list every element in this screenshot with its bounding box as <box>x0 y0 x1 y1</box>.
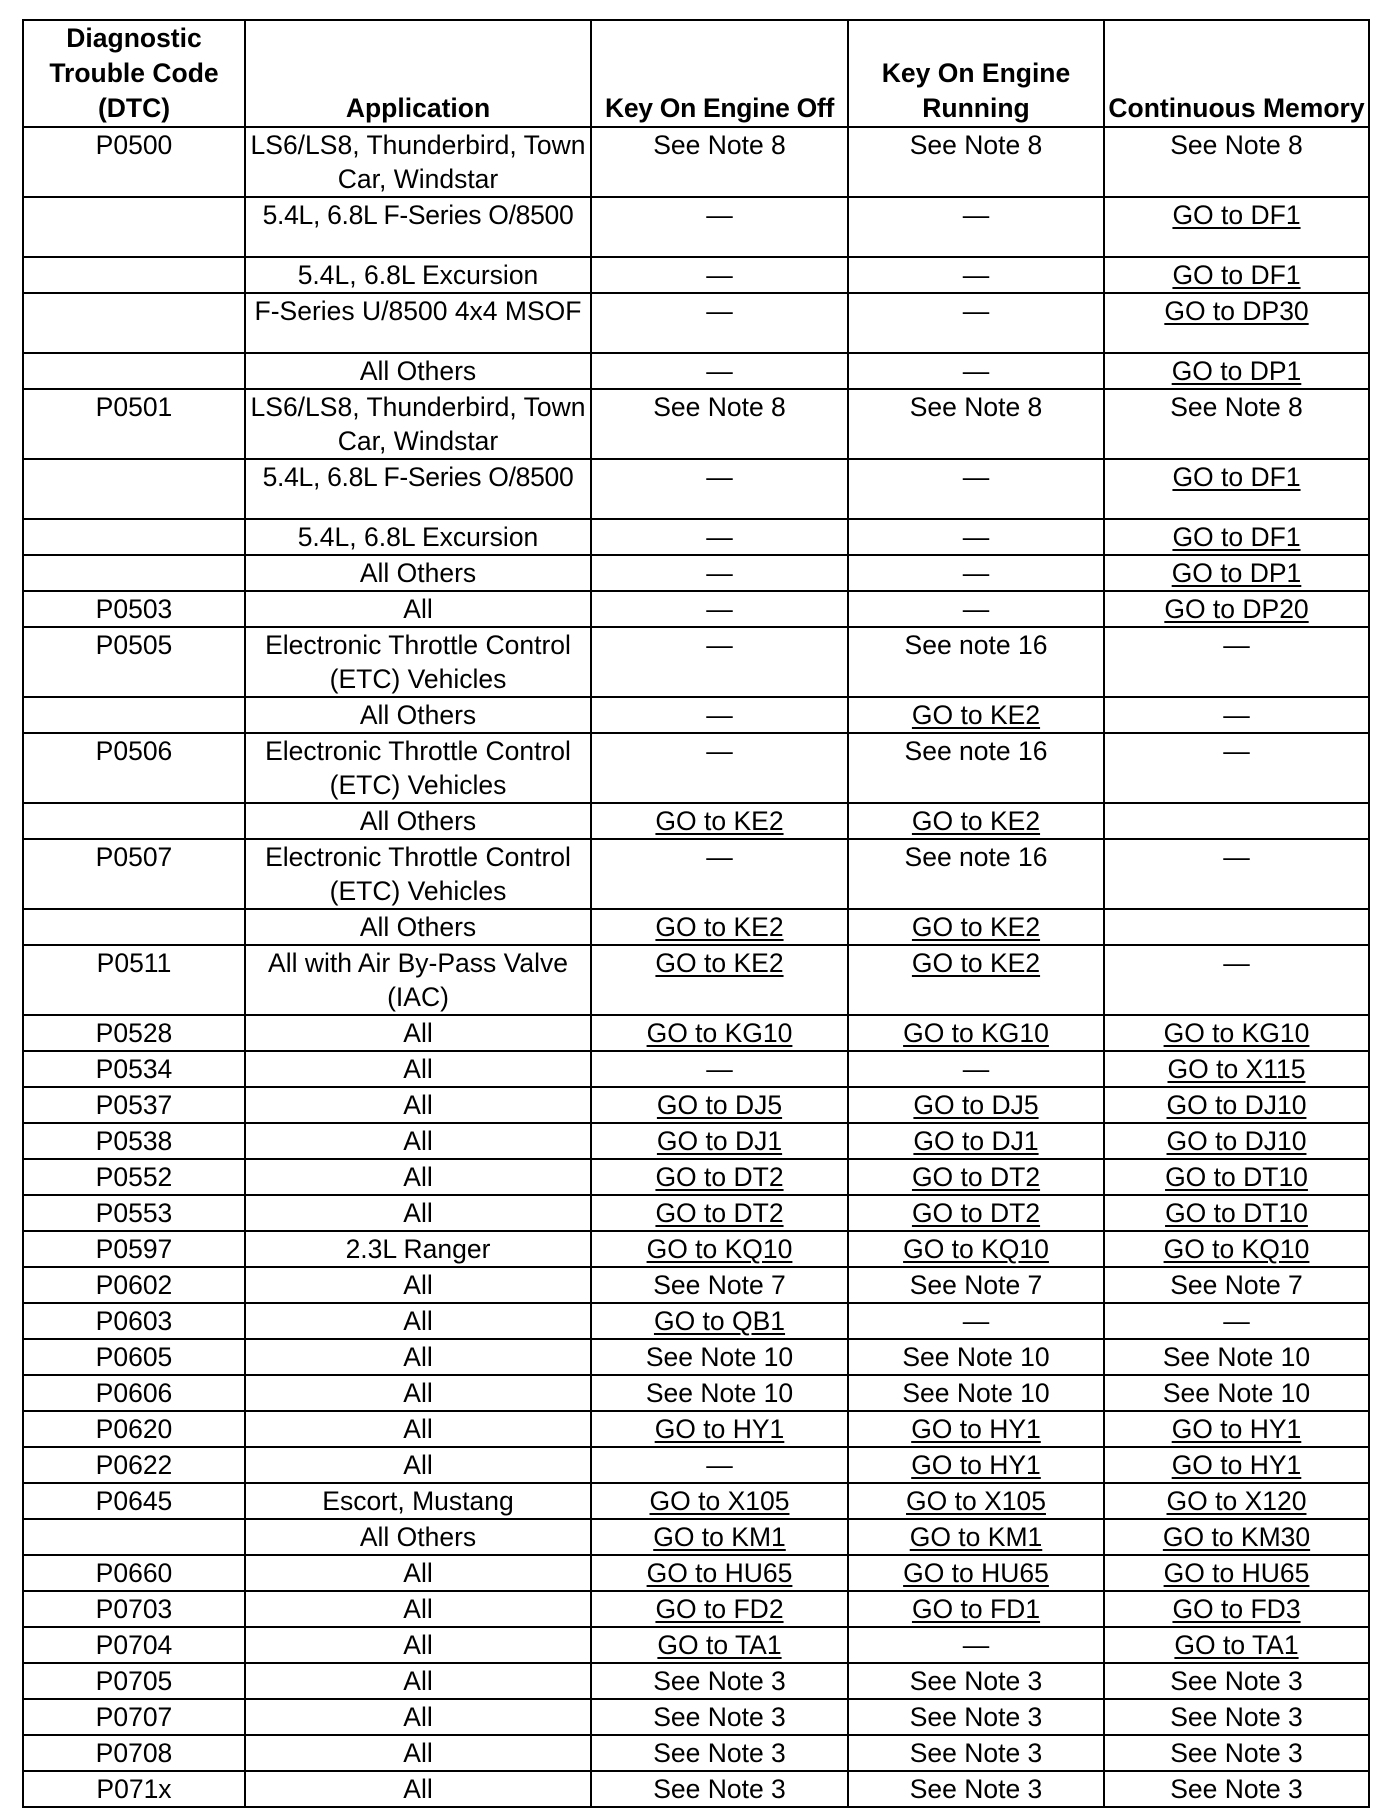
cell-key-on-engine-running[interactable]: GO to DJ1 <box>848 1123 1104 1159</box>
cell-key-on-engine-off[interactable]: GO to TA1 <box>591 1627 848 1663</box>
cell-application: Escort, Mustang <box>245 1483 591 1519</box>
cell-continuous-memory[interactable]: GO to FD3 <box>1104 1591 1369 1627</box>
table-row <box>23 257 1369 293</box>
cell-key-on-engine-off[interactable]: GO to DJ1 <box>591 1123 848 1159</box>
cell-key-on-engine-running: — <box>848 257 1104 293</box>
cell-application: All <box>245 1663 591 1699</box>
table-row <box>23 945 1369 1015</box>
cell-key-on-engine-running[interactable]: GO to KE2 <box>848 945 1104 1015</box>
table-row <box>23 591 1369 627</box>
cell-continuous-memory[interactable]: GO to DP1 <box>1104 555 1369 591</box>
cell-continuous-memory[interactable]: GO to DF1 <box>1104 519 1369 555</box>
cell-application: All <box>245 1267 591 1303</box>
cell-application: All <box>245 1195 591 1231</box>
cell-dtc: P0537 <box>23 1087 245 1123</box>
cell-dtc: P0602 <box>23 1267 245 1303</box>
cell-application: All <box>245 1159 591 1195</box>
cell-dtc: P0528 <box>23 1015 245 1051</box>
cell-key-on-engine-off[interactable]: GO to QB1 <box>591 1303 848 1339</box>
cell-key-on-engine-off: See Note 8 <box>591 389 848 459</box>
cell-key-on-engine-off[interactable]: GO to DJ5 <box>591 1087 848 1123</box>
cell-key-on-engine-running: See note 16 <box>848 627 1104 697</box>
cell-dtc: P0503 <box>23 591 245 627</box>
header-continuous-memory: Continuous Memory <box>1104 20 1369 127</box>
table-row <box>23 1267 1369 1303</box>
cell-application: All <box>245 1123 591 1159</box>
cell-key-on-engine-running[interactable]: GO to KM1 <box>848 1519 1104 1555</box>
table-row <box>23 909 1369 945</box>
cell-application: All Others <box>245 1519 591 1555</box>
cell-continuous-memory[interactable]: GO to DF1 <box>1104 257 1369 293</box>
table-row <box>23 1627 1369 1663</box>
cell-continuous-memory: — <box>1104 945 1369 1015</box>
table-row <box>23 1231 1369 1267</box>
cell-dtc: P0708 <box>23 1735 245 1771</box>
cell-application: All <box>245 1015 591 1051</box>
cell-continuous-memory[interactable]: GO to DT10 <box>1104 1159 1369 1195</box>
cell-continuous-memory[interactable]: GO to DT10 <box>1104 1195 1369 1231</box>
cell-key-on-engine-running[interactable]: GO to HY1 <box>848 1447 1104 1483</box>
cell-dtc <box>23 459 245 519</box>
cell-application: All <box>245 1375 591 1411</box>
table-row <box>23 1663 1369 1699</box>
table-row <box>23 127 1369 197</box>
cell-application: All <box>245 1699 591 1735</box>
cell-dtc: P0507 <box>23 839 245 909</box>
cell-application: All <box>245 1555 591 1591</box>
header-key-on-engine-off: Key On Engine Off <box>591 20 848 127</box>
cell-continuous-memory[interactable]: GO to DP1 <box>1104 353 1369 389</box>
cell-dtc: P0511 <box>23 945 245 1015</box>
cell-key-on-engine-off: — <box>591 627 848 697</box>
cell-continuous-memory: — <box>1104 627 1369 697</box>
cell-key-on-engine-off[interactable]: GO to FD2 <box>591 1591 848 1627</box>
cell-application: All <box>245 1591 591 1627</box>
cell-application: All Others <box>245 697 591 733</box>
cell-continuous-memory: — <box>1104 839 1369 909</box>
table-row <box>23 1591 1369 1627</box>
cell-dtc: P0603 <box>23 1303 245 1339</box>
cell-key-on-engine-off: — <box>591 257 848 293</box>
cell-key-on-engine-running: — <box>848 519 1104 555</box>
cell-dtc: P0707 <box>23 1699 245 1735</box>
cell-key-on-engine-running: — <box>848 293 1104 353</box>
table-row <box>23 839 1369 909</box>
cell-continuous-memory[interactable]: GO to KG10 <box>1104 1015 1369 1051</box>
cell-continuous-memory[interactable]: GO to KM30 <box>1104 1519 1369 1555</box>
cell-key-on-engine-off[interactable]: GO to KG10 <box>591 1015 848 1051</box>
cell-key-on-engine-running: — <box>848 1303 1104 1339</box>
cell-key-on-engine-running[interactable]: GO to KE2 <box>848 697 1104 733</box>
cell-application: 2.3L Ranger <box>245 1231 591 1267</box>
cell-continuous-memory: See Note 3 <box>1104 1663 1369 1699</box>
cell-key-on-engine-off: — <box>591 697 848 733</box>
cell-application: F-Series U/8500 4x4 MSOF <box>245 293 591 353</box>
table-row <box>23 555 1369 591</box>
cell-key-on-engine-running: — <box>848 591 1104 627</box>
cell-application: 5.4L, 6.8L F-Series O/8500 <box>245 197 591 257</box>
cell-continuous-memory: See Note 3 <box>1104 1699 1369 1735</box>
header-row <box>23 20 1369 127</box>
cell-dtc <box>23 697 245 733</box>
cell-application: All <box>245 1411 591 1447</box>
table-row <box>23 1771 1369 1807</box>
table-row <box>23 1555 1369 1591</box>
cell-application: All <box>245 1051 591 1087</box>
table-row <box>23 1411 1369 1447</box>
table-row <box>23 1303 1369 1339</box>
table-row <box>23 1195 1369 1231</box>
table-row <box>23 1699 1369 1735</box>
cell-application: All with Air By-Pass Valve (IAC) <box>245 945 591 1015</box>
cell-continuous-memory: See Note 3 <box>1104 1735 1369 1771</box>
table-row <box>23 1123 1369 1159</box>
cell-key-on-engine-running: See Note 8 <box>848 389 1104 459</box>
cell-key-on-engine-running: See Note 3 <box>848 1699 1104 1735</box>
cell-dtc: P0605 <box>23 1339 245 1375</box>
cell-dtc: P0505 <box>23 627 245 697</box>
cell-dtc <box>23 353 245 389</box>
cell-key-on-engine-running[interactable]: GO to KE2 <box>848 803 1104 839</box>
cell-key-on-engine-running[interactable]: GO to DT2 <box>848 1195 1104 1231</box>
header-application: Application <box>245 20 591 127</box>
cell-key-on-engine-running[interactable]: GO to FD1 <box>848 1591 1104 1627</box>
cell-key-on-engine-off[interactable]: GO to DT2 <box>591 1195 848 1231</box>
cell-key-on-engine-off: — <box>591 1447 848 1483</box>
cell-key-on-engine-running: — <box>848 197 1104 257</box>
cell-key-on-engine-off[interactable]: GO to KM1 <box>591 1519 848 1555</box>
cell-dtc: P0538 <box>23 1123 245 1159</box>
cell-key-on-engine-running: — <box>848 353 1104 389</box>
header-dtc: Diagnostic Trouble Code (DTC) <box>23 20 245 127</box>
cell-application: Electronic Throttle Control (ETC) Vehicles <box>245 627 591 697</box>
table-row <box>23 1519 1369 1555</box>
cell-key-on-engine-running: — <box>848 1627 1104 1663</box>
cell-application: All Others <box>245 353 591 389</box>
cell-dtc: P0660 <box>23 1555 245 1591</box>
cell-key-on-engine-off: See Note 10 <box>591 1339 848 1375</box>
cell-application: All <box>245 1771 591 1807</box>
cell-dtc <box>23 257 245 293</box>
cell-key-on-engine-off: See Note 3 <box>591 1699 848 1735</box>
cell-dtc <box>23 803 245 839</box>
cell-application: All <box>245 1303 591 1339</box>
cell-continuous-memory <box>1104 803 1369 839</box>
cell-key-on-engine-running: See Note 3 <box>848 1735 1104 1771</box>
cell-dtc: P071x <box>23 1771 245 1807</box>
table-row <box>23 697 1369 733</box>
table-body <box>23 127 1369 1807</box>
cell-continuous-memory: See Note 8 <box>1104 127 1369 197</box>
cell-dtc: P0703 <box>23 1591 245 1627</box>
cell-key-on-engine-off[interactable]: GO to KE2 <box>591 945 848 1015</box>
table-row <box>23 293 1369 353</box>
cell-key-on-engine-off: — <box>591 733 848 803</box>
cell-key-on-engine-running: See Note 3 <box>848 1663 1104 1699</box>
table-row <box>23 459 1369 519</box>
cell-continuous-memory: — <box>1104 1303 1369 1339</box>
cell-key-on-engine-off: — <box>591 459 848 519</box>
cell-dtc <box>23 197 245 257</box>
cell-key-on-engine-off: — <box>591 591 848 627</box>
cell-key-on-engine-running: See Note 10 <box>848 1375 1104 1411</box>
cell-application: All Others <box>245 555 591 591</box>
cell-dtc <box>23 293 245 353</box>
cell-key-on-engine-off: — <box>591 555 848 591</box>
cell-key-on-engine-running: See Note 7 <box>848 1267 1104 1303</box>
cell-continuous-memory[interactable]: GO to DJ10 <box>1104 1123 1369 1159</box>
cell-key-on-engine-running: See note 16 <box>848 733 1104 803</box>
cell-dtc: P0606 <box>23 1375 245 1411</box>
cell-continuous-memory[interactable]: GO to HY1 <box>1104 1447 1369 1483</box>
cell-dtc: P0620 <box>23 1411 245 1447</box>
cell-continuous-memory[interactable]: GO to X115 <box>1104 1051 1369 1087</box>
cell-key-on-engine-off: — <box>591 353 848 389</box>
cell-application: All <box>245 591 591 627</box>
cell-key-on-engine-running[interactable]: GO to DT2 <box>848 1159 1104 1195</box>
cell-dtc <box>23 555 245 591</box>
cell-continuous-memory[interactable]: GO to HY1 <box>1104 1411 1369 1447</box>
cell-key-on-engine-off[interactable]: GO to KQ10 <box>591 1231 848 1267</box>
table-row <box>23 1087 1369 1123</box>
header-key-on-engine-running: Key On Engine Running <box>848 20 1104 127</box>
cell-continuous-memory[interactable]: GO to X120 <box>1104 1483 1369 1519</box>
table-row <box>23 519 1369 555</box>
table-row <box>23 1159 1369 1195</box>
cell-continuous-memory: See Note 3 <box>1104 1771 1369 1807</box>
cell-continuous-memory[interactable]: GO to DP30 <box>1104 293 1369 353</box>
table-header <box>23 20 1369 127</box>
cell-continuous-memory: See Note 10 <box>1104 1339 1369 1375</box>
cell-application: All <box>245 1447 591 1483</box>
cell-application: All Others <box>245 803 591 839</box>
cell-dtc <box>23 519 245 555</box>
cell-application: All <box>245 1627 591 1663</box>
cell-key-on-engine-off: See Note 10 <box>591 1375 848 1411</box>
cell-dtc <box>23 909 245 945</box>
dtc-table <box>22 19 1370 1808</box>
cell-key-on-engine-running: See note 16 <box>848 839 1104 909</box>
table-row <box>23 733 1369 803</box>
cell-dtc: P0597 <box>23 1231 245 1267</box>
cell-key-on-engine-off[interactable]: GO to KE2 <box>591 803 848 839</box>
table-row <box>23 627 1369 697</box>
cell-dtc: P0553 <box>23 1195 245 1231</box>
cell-application: 5.4L, 6.8L F-Series O/8500 <box>245 459 591 519</box>
table-row <box>23 1735 1369 1771</box>
cell-key-on-engine-off: See Note 3 <box>591 1735 848 1771</box>
cell-key-on-engine-off[interactable]: GO to DT2 <box>591 1159 848 1195</box>
cell-dtc: P0552 <box>23 1159 245 1195</box>
cell-key-on-engine-running[interactable]: GO to KE2 <box>848 909 1104 945</box>
cell-dtc: P0645 <box>23 1483 245 1519</box>
cell-application: All <box>245 1087 591 1123</box>
cell-key-on-engine-running[interactable]: GO to DJ5 <box>848 1087 1104 1123</box>
cell-key-on-engine-off: — <box>591 197 848 257</box>
cell-continuous-memory[interactable]: GO to DJ10 <box>1104 1087 1369 1123</box>
cell-continuous-memory: — <box>1104 733 1369 803</box>
cell-continuous-memory[interactable]: GO to TA1 <box>1104 1627 1369 1663</box>
cell-key-on-engine-running: — <box>848 555 1104 591</box>
cell-key-on-engine-running[interactable]: GO to HY1 <box>848 1411 1104 1447</box>
cell-dtc: P0704 <box>23 1627 245 1663</box>
cell-application: Electronic Throttle Control (ETC) Vehicles <box>245 839 591 909</box>
cell-key-on-engine-running: — <box>848 1051 1104 1087</box>
cell-dtc: P0506 <box>23 733 245 803</box>
cell-key-on-engine-running: See Note 8 <box>848 127 1104 197</box>
cell-continuous-memory <box>1104 909 1369 945</box>
cell-continuous-memory[interactable]: GO to HU65 <box>1104 1555 1369 1591</box>
cell-key-on-engine-running: — <box>848 459 1104 519</box>
cell-key-on-engine-off: See Note 7 <box>591 1267 848 1303</box>
cell-continuous-memory[interactable]: GO to DP20 <box>1104 591 1369 627</box>
cell-application: LS6/LS8, Thunderbird, Town Car, Windstar <box>245 389 591 459</box>
cell-key-on-engine-off[interactable]: GO to HU65 <box>591 1555 848 1591</box>
cell-application: Electronic Throttle Control (ETC) Vehicles <box>245 733 591 803</box>
cell-key-on-engine-off[interactable]: GO to X105 <box>591 1483 848 1519</box>
cell-key-on-engine-off: — <box>591 839 848 909</box>
cell-dtc: P0705 <box>23 1663 245 1699</box>
cell-key-on-engine-off[interactable]: GO to HY1 <box>591 1411 848 1447</box>
cell-key-on-engine-off: — <box>591 1051 848 1087</box>
table-row <box>23 353 1369 389</box>
cell-application: All Others <box>245 909 591 945</box>
cell-continuous-memory[interactable]: GO to KQ10 <box>1104 1231 1369 1267</box>
cell-application: All <box>245 1339 591 1375</box>
table-row <box>23 1339 1369 1375</box>
cell-key-on-engine-off: — <box>591 519 848 555</box>
table-row <box>23 197 1369 257</box>
cell-continuous-memory[interactable]: GO to DF1 <box>1104 459 1369 519</box>
table-row <box>23 389 1369 459</box>
cell-continuous-memory[interactable]: GO to DF1 <box>1104 197 1369 257</box>
cell-dtc: P0622 <box>23 1447 245 1483</box>
cell-key-on-engine-off: See Note 8 <box>591 127 848 197</box>
cell-application: 5.4L, 6.8L Excursion <box>245 257 591 293</box>
table-row <box>23 1375 1369 1411</box>
cell-key-on-engine-off: See Note 3 <box>591 1771 848 1807</box>
table-row <box>23 1447 1369 1483</box>
table-row <box>23 1483 1369 1519</box>
cell-dtc <box>23 1519 245 1555</box>
cell-application: 5.4L, 6.8L Excursion <box>245 519 591 555</box>
cell-key-on-engine-running: See Note 10 <box>848 1339 1104 1375</box>
cell-key-on-engine-running[interactable]: GO to KQ10 <box>848 1231 1104 1267</box>
cell-dtc: P0500 <box>23 127 245 197</box>
cell-key-on-engine-running[interactable]: GO to X105 <box>848 1483 1104 1519</box>
cell-application: All <box>245 1735 591 1771</box>
table-row <box>23 803 1369 839</box>
cell-key-on-engine-running: See Note 3 <box>848 1771 1104 1807</box>
cell-continuous-memory: See Note 10 <box>1104 1375 1369 1411</box>
cell-key-on-engine-off: — <box>591 293 848 353</box>
cell-continuous-memory: See Note 7 <box>1104 1267 1369 1303</box>
table-row <box>23 1015 1369 1051</box>
cell-key-on-engine-running[interactable]: GO to HU65 <box>848 1555 1104 1591</box>
cell-application: LS6/LS8, Thunderbird, Town Car, Windstar <box>245 127 591 197</box>
cell-key-on-engine-running[interactable]: GO to KG10 <box>848 1015 1104 1051</box>
cell-continuous-memory: See Note 8 <box>1104 389 1369 459</box>
table-row <box>23 1051 1369 1087</box>
cell-dtc: P0501 <box>23 389 245 459</box>
cell-continuous-memory: — <box>1104 697 1369 733</box>
cell-key-on-engine-off: See Note 3 <box>591 1663 848 1699</box>
cell-dtc: P0534 <box>23 1051 245 1087</box>
cell-key-on-engine-off[interactable]: GO to KE2 <box>591 909 848 945</box>
